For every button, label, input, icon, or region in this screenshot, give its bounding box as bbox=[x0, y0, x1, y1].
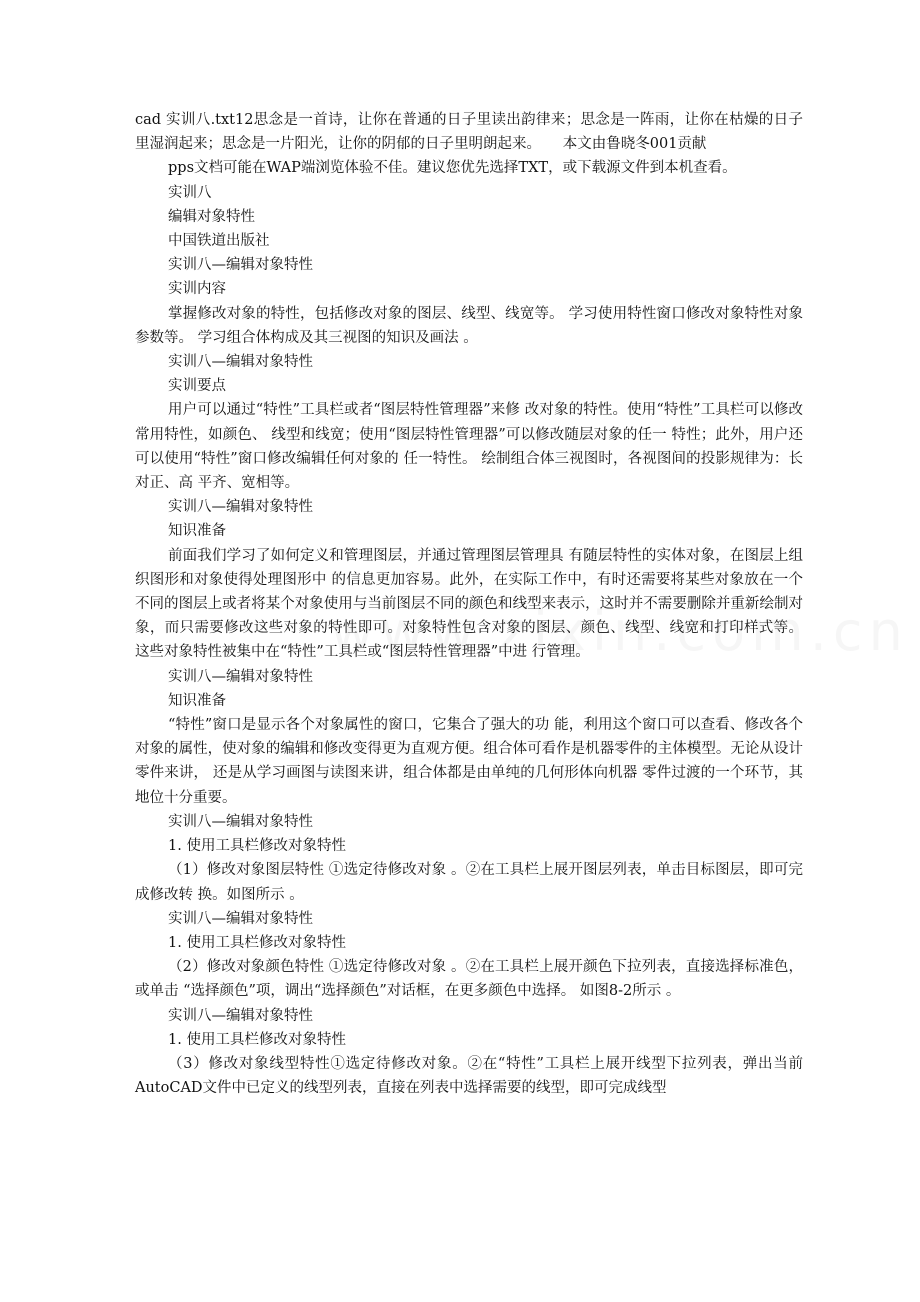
paragraph-10: 用户可以通过“特性”工具栏或者“图层特性管理器”来修 改对象的特性。使用“特性”工具栏可以修改常用特性，如颜色、 线型和线宽；使用“图层特性管理器”可以修改随层对象的任一 特性；此外，用户还可以使用“特性”窗口修改编辑任何对象的 任一特性。 绘制组合体三视图时，各视图间的投影规律为：长对正、高 平齐、宽相等。 bbox=[135, 402, 803, 492]
paragraph-25: （3）修改对象线型特性①选定待修改对象。②在“特性”工具栏上展开线型下拉列表，弹出当前AutoCAD文件中已定义的线型列表，直接在列表中选择需要的线型，即可完成线型 bbox=[135, 1055, 803, 1097]
paragraph-3: 编辑对象特性 bbox=[168, 208, 255, 225]
paragraph-0: cad 实训八.txt12思念是一首诗，让你在普通的日子里读出韵律来；思念是一阵雨，让你在枯燥的日子里湿润起来；思念是一片阳光，让你的阴郁的日子里明朗起来。 本文由鲁晓冬001贡献 bbox=[135, 112, 803, 153]
paragraph-13: 前面我们学习了如何定义和管理图层，并通过管理图层管理具 有随层特性的实体对象，在图层上组织图形和对象使得处理图形中 的信息更加容易。此外，在实际工作中，有时还需要将某些对象放在一个不同的图层上或者将某个对象使用与当前图层不同的颜色和线型来表示，这时并不需要删除并重新绘制对象，而只需要修改这些对象的特性即可。对象特性包含对象的图层、颜色、线型、线宽和打印样式等。 这些对象特性被集中在“特性”工具栏或“图层特性管理器”中进 行管理。 bbox=[135, 547, 803, 661]
paragraph-21: 1. 使用工具栏修改对象特性 bbox=[168, 934, 346, 951]
paragraph-24: 1. 使用工具栏修改对象特性 bbox=[168, 1031, 346, 1048]
paragraph-14: 实训八—编辑对象特性 bbox=[168, 668, 313, 685]
paragraph-7: 掌握修改对象的特性，包括修改对象的图层、线型、线宽等。 学习使用特性窗口修改对象特性对象参数等。 学习组合体构成及其三视图的知识及画法 。 bbox=[135, 305, 803, 346]
paragraph-17: 实训八—编辑对象特性 bbox=[168, 813, 313, 830]
paragraph-1: pps文档可能在WAP端浏览体验不佳。建议您优先选择TXT，或下载源文件到本机查看。 bbox=[168, 160, 737, 177]
paragraph-18: 1. 使用工具栏修改对象特性 bbox=[168, 838, 346, 855]
document-body bbox=[135, 108, 803, 1100]
paragraph-8: 实训八—编辑对象特性 bbox=[168, 354, 313, 371]
paragraph-6: 实训内容 bbox=[168, 281, 226, 298]
paragraph-5: 实训八—编辑对象特性 bbox=[168, 257, 313, 274]
paragraph-23: 实训八—编辑对象特性 bbox=[168, 1007, 313, 1024]
paragraph-22: （2）修改对象颜色特性 ①选定待修改对象 。②在工具栏上展开颜色下拉列表，直接选择标准色，或单击 “选择颜色”项，调出“选择颜色”对话框，在更多颜色中选择。 如图8-2所示 。 bbox=[135, 959, 803, 1000]
paragraph-12: 知识准备 bbox=[168, 523, 226, 540]
paragraph-20: 实训八—编辑对象特性 bbox=[168, 910, 313, 927]
paragraph-15: 知识准备 bbox=[168, 692, 226, 709]
paragraph-2: 实训八 bbox=[168, 184, 212, 201]
paragraph-11: 实训八—编辑对象特性 bbox=[168, 499, 313, 516]
paragraph-16: “特性”窗口是显示各个对象属性的窗口，它集合了强大的功 能，利用这个窗口可以查看、修改各个对象的属性，使对象的编辑和修改变得更为直观方便。组合体可看作是机器零件的主体模型。无论从设计零件来讲， 还是从学习画图与读图来讲，组合体都是由单纯的几何形体向机器 零件过渡的一个环节，其地位十分重要。 bbox=[135, 717, 803, 806]
paragraph-19: （1）修改对象图层特性 ①选定待修改对象 。②在工具栏上展开图层列表，单击目标图层，即可完成修改转 换。如图所示 。 bbox=[135, 862, 803, 903]
paragraph-4: 中国铁道出版社 bbox=[168, 233, 270, 250]
paragraph-9: 实训要点 bbox=[168, 378, 226, 395]
